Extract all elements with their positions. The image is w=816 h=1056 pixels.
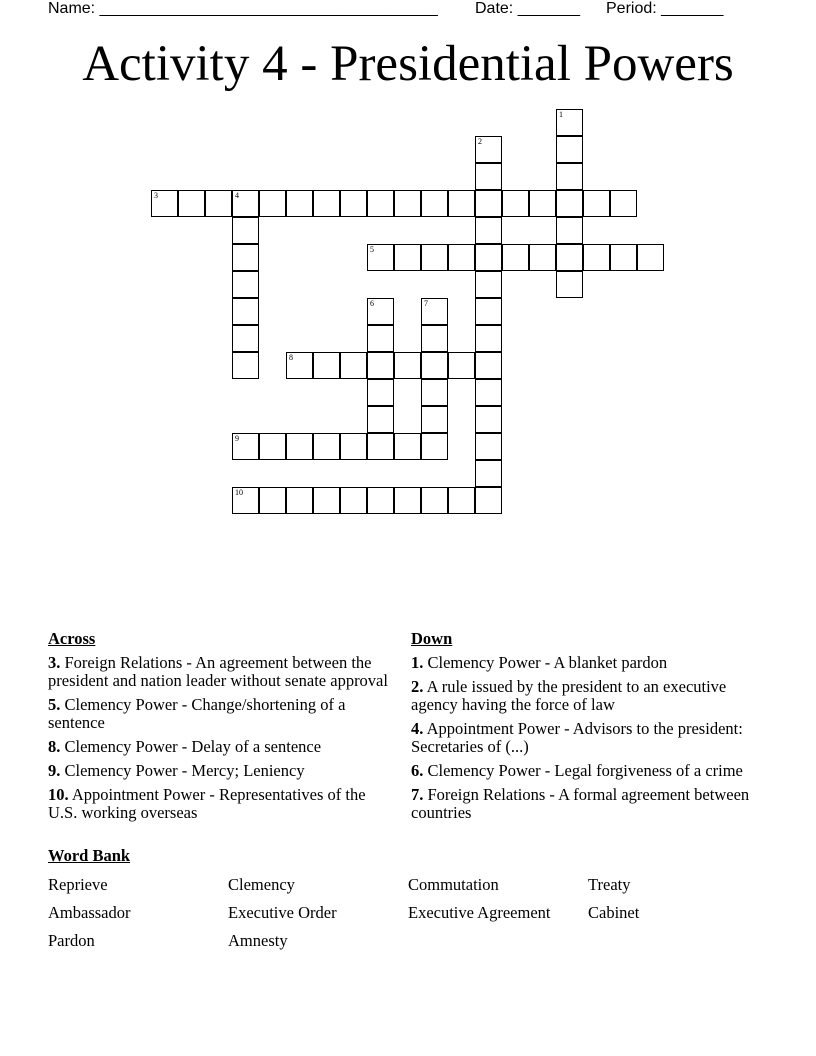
crossword-cell[interactable]	[583, 190, 610, 217]
cell-number: 7	[424, 299, 428, 308]
clue-text: Clemency Power - A blanket pardon	[427, 653, 668, 672]
crossword-cell[interactable]	[583, 244, 610, 271]
crossword-cell[interactable]	[232, 271, 259, 298]
crossword-cell[interactable]	[556, 244, 583, 271]
crossword-cell[interactable]	[502, 244, 529, 271]
crossword-cell[interactable]	[367, 487, 394, 514]
crossword-cell[interactable]	[556, 217, 583, 244]
down-clues	[411, 630, 751, 828]
cell-number: 9	[235, 434, 239, 443]
crossword-cell[interactable]	[421, 406, 448, 433]
period-field[interactable]: Period: _______	[606, 0, 724, 17]
crossword-cell[interactable]	[475, 406, 502, 433]
crossword-cell[interactable]	[475, 190, 502, 217]
crossword-cell[interactable]	[205, 190, 232, 217]
cell-number: 4	[235, 191, 239, 200]
word-bank-item: Executive Order	[228, 903, 337, 922]
word-bank-item: Cabinet	[588, 903, 640, 922]
crossword-cell[interactable]	[232, 298, 259, 325]
clue-text: Clemency Power - Mercy; Leniency	[64, 761, 305, 780]
crossword-cell[interactable]	[340, 352, 367, 379]
crossword-cell[interactable]	[475, 298, 502, 325]
clue-text: Foreign Relations - An agreement between the president and nation leader without senate approval	[48, 653, 388, 690]
crossword-cell[interactable]	[313, 433, 340, 460]
clue-across-3	[48, 654, 388, 690]
clue-number: 7.	[411, 785, 424, 804]
crossword-cell[interactable]	[394, 487, 421, 514]
date-field[interactable]: Date: _______	[475, 0, 580, 17]
word-bank-item: Pardon	[48, 931, 95, 950]
crossword-cell[interactable]	[367, 190, 394, 217]
cell-number: 6	[370, 299, 374, 308]
crossword-cell[interactable]	[232, 217, 259, 244]
crossword-cell[interactable]	[475, 325, 502, 352]
cell-number: 3	[154, 191, 158, 200]
crossword-cell[interactable]	[367, 298, 394, 325]
crossword-cell[interactable]	[367, 379, 394, 406]
crossword-cell[interactable]	[259, 190, 286, 217]
crossword-cell[interactable]	[556, 190, 583, 217]
crossword-cell[interactable]	[448, 244, 475, 271]
page-title: Activity 4 - Presidential Powers	[82, 36, 734, 92]
crossword-cell[interactable]	[367, 325, 394, 352]
across-heading: Across	[48, 629, 96, 648]
crossword-cell[interactable]	[421, 325, 448, 352]
crossword-cell[interactable]	[232, 352, 259, 379]
crossword-cell[interactable]	[448, 352, 475, 379]
clue-down-6	[411, 762, 751, 780]
crossword-cell[interactable]	[475, 352, 502, 379]
crossword-cell[interactable]	[394, 352, 421, 379]
crossword-cell[interactable]	[286, 433, 313, 460]
clue-number: 9.	[48, 761, 61, 780]
clue-text: Clemency Power - Legal forgiveness of a crime	[427, 761, 743, 780]
clue-text: Clemency Power - Change/shortening of a sentence	[48, 695, 346, 732]
crossword-cell[interactable]	[421, 244, 448, 271]
crossword-cell[interactable]	[421, 190, 448, 217]
crossword-cell[interactable]	[448, 487, 475, 514]
cell-number: 10	[235, 488, 243, 497]
crossword-cell[interactable]	[232, 244, 259, 271]
crossword-cell[interactable]	[367, 433, 394, 460]
crossword-cell[interactable]	[475, 433, 502, 460]
crossword-cell[interactable]	[529, 190, 556, 217]
clue-text: Foreign Relations - A formal agreement between countries	[411, 785, 750, 822]
clue-text: Appointment Power - Representatives of the U.S. working overseas	[48, 785, 366, 822]
clue-across-9	[48, 762, 388, 780]
crossword-cell[interactable]	[286, 190, 313, 217]
crossword-cell[interactable]	[475, 136, 502, 163]
across-clues	[48, 630, 388, 828]
clue-down-1	[411, 654, 751, 672]
crossword-cell[interactable]	[340, 487, 367, 514]
crossword-cell[interactable]	[475, 163, 502, 190]
crossword-cell[interactable]	[421, 352, 448, 379]
crossword-cell[interactable]	[178, 190, 205, 217]
clue-number: 3.	[48, 653, 61, 672]
clue-down-4	[411, 720, 751, 756]
crossword-cell[interactable]	[475, 217, 502, 244]
crossword-cell[interactable]	[232, 190, 259, 217]
crossword-cell[interactable]	[367, 352, 394, 379]
cell-number: 2	[478, 137, 482, 146]
crossword-cell[interactable]	[340, 433, 367, 460]
crossword-cell[interactable]	[313, 190, 340, 217]
clue-down-7	[411, 786, 751, 822]
crossword-cell[interactable]	[232, 487, 259, 514]
cell-number: 8	[289, 353, 293, 362]
cell-number: 1	[559, 110, 563, 119]
crossword-cell[interactable]	[394, 433, 421, 460]
crossword-cell[interactable]	[475, 460, 502, 487]
word-bank-heading: Word Bank	[48, 846, 131, 865]
clue-text: Clemency Power - Delay of a sentence	[64, 737, 322, 756]
crossword-cell[interactable]	[313, 487, 340, 514]
clue-across-8	[48, 738, 388, 756]
crossword-cell[interactable]	[340, 190, 367, 217]
word-bank-item: Treaty	[588, 875, 631, 894]
crossword-cell[interactable]	[475, 487, 502, 514]
crossword-cell[interactable]	[421, 487, 448, 514]
crossword-cell[interactable]	[394, 244, 421, 271]
clue-across-5	[48, 696, 388, 732]
crossword-cell[interactable]	[259, 433, 286, 460]
clue-number: 2.	[411, 677, 424, 696]
crossword-cell[interactable]	[286, 487, 313, 514]
crossword-cell[interactable]	[556, 109, 583, 136]
crossword-cell[interactable]	[286, 352, 313, 379]
crossword-cell[interactable]	[367, 406, 394, 433]
crossword-cell[interactable]	[529, 244, 556, 271]
crossword-cell[interactable]	[556, 136, 583, 163]
crossword-cell[interactable]	[313, 352, 340, 379]
clue-text: A rule issued by the president to an executive agency having the force of law	[411, 677, 727, 714]
cell-number: 5	[370, 245, 374, 254]
crossword-cell[interactable]	[448, 190, 475, 217]
crossword-cell[interactable]	[556, 271, 583, 298]
clue-number: 10.	[48, 785, 69, 804]
crossword-cell[interactable]	[232, 325, 259, 352]
crossword-cell[interactable]	[502, 190, 529, 217]
crossword-cell[interactable]	[475, 244, 502, 271]
crossword-cell[interactable]	[259, 487, 286, 514]
clue-text: Appointment Power - Advisors to the president: Secretaries of (...)	[411, 719, 743, 756]
crossword-cell[interactable]	[421, 433, 448, 460]
word-bank-item: Amnesty	[228, 931, 288, 950]
crossword-cell[interactable]	[556, 163, 583, 190]
crossword-cell[interactable]	[475, 271, 502, 298]
crossword-cell[interactable]	[610, 190, 637, 217]
crossword-cell[interactable]	[421, 298, 448, 325]
clue-down-2	[411, 678, 751, 714]
word-bank-item: Ambassador	[48, 903, 131, 922]
clue-number: 5.	[48, 695, 61, 714]
student-info-header	[48, 0, 748, 22]
clue-number: 1.	[411, 653, 424, 672]
crossword-cell[interactable]	[637, 244, 664, 271]
clue-number: 6.	[411, 761, 424, 780]
down-heading: Down	[411, 629, 453, 648]
crossword-cell[interactable]	[394, 190, 421, 217]
crossword-cell[interactable]	[610, 244, 637, 271]
clue-across-10	[48, 786, 388, 822]
crossword-cell[interactable]	[232, 433, 259, 460]
clue-number: 4.	[411, 719, 424, 738]
word-bank-item: Clemency	[228, 875, 295, 894]
crossword-cell[interactable]	[367, 244, 394, 271]
crossword-cell[interactable]	[421, 379, 448, 406]
crossword-cell[interactable]	[475, 379, 502, 406]
word-bank-item: Reprieve	[48, 875, 108, 894]
word-bank-item: Executive Agreement	[408, 903, 551, 922]
word-bank-item: Commutation	[408, 875, 499, 894]
crossword-cell[interactable]	[151, 190, 178, 217]
clue-number: 8.	[48, 737, 61, 756]
name-field[interactable]: Name: ______________________________________	[48, 0, 438, 17]
